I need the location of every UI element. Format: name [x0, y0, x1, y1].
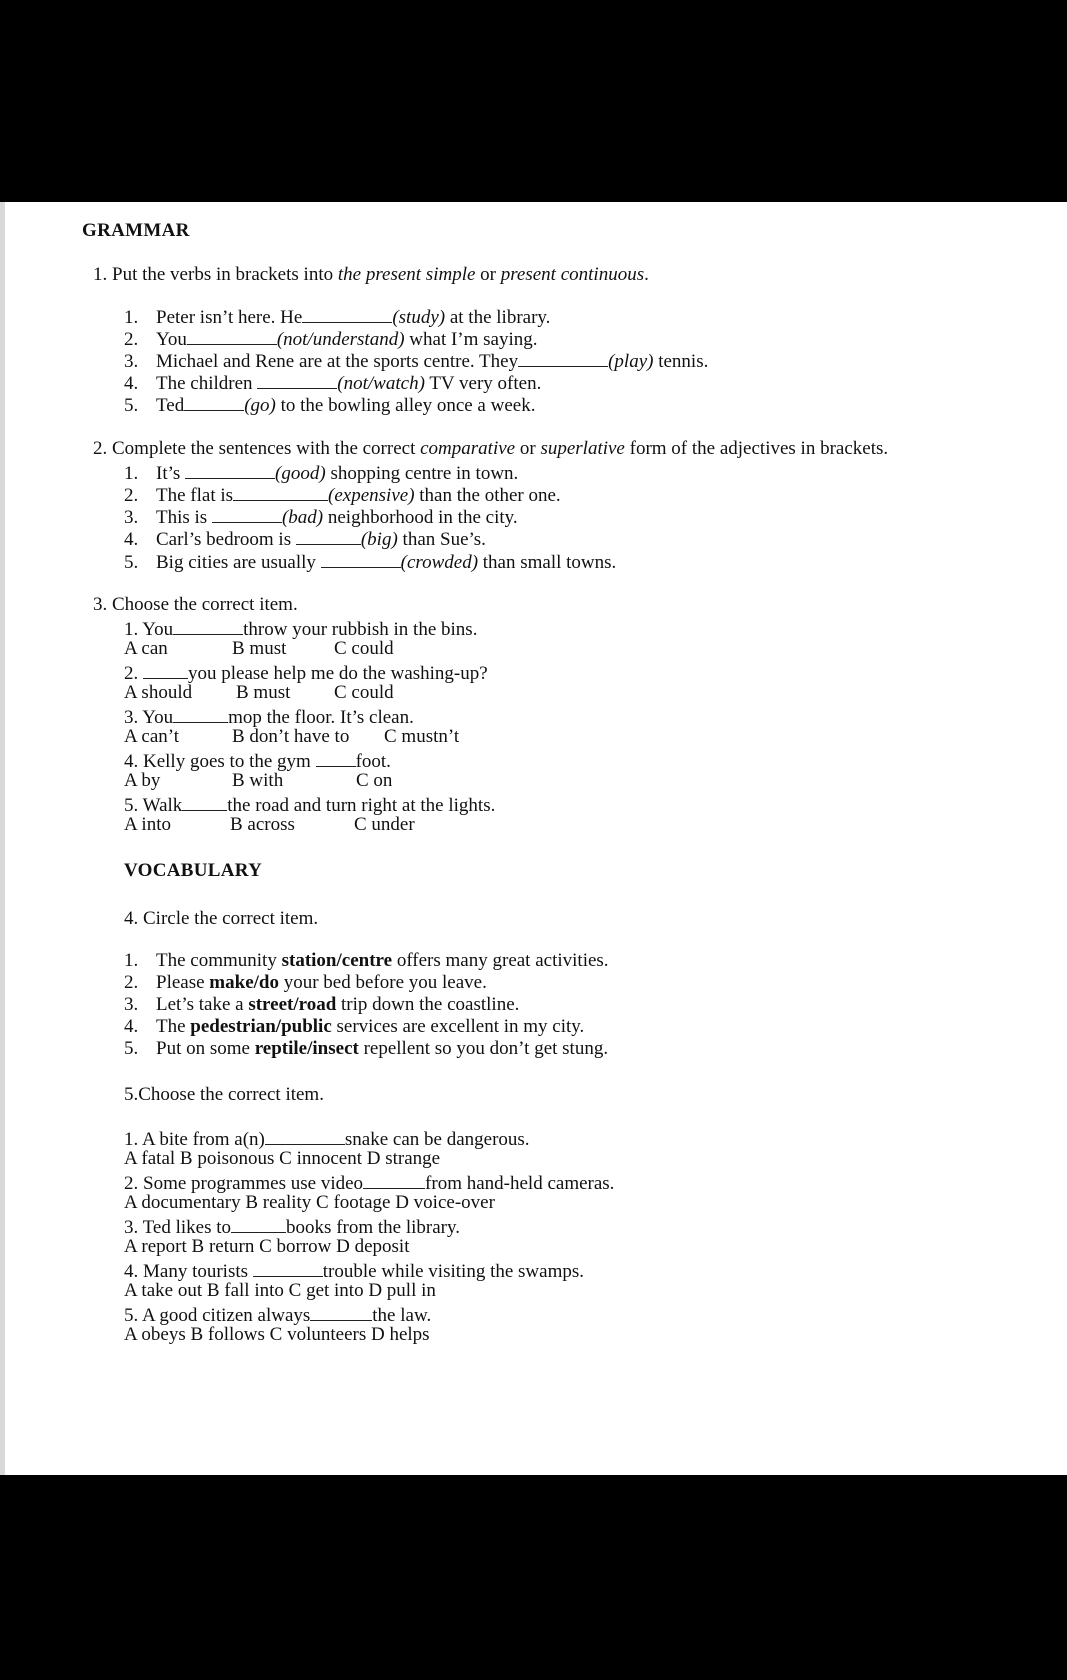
- answer-blank[interactable]: [321, 549, 401, 568]
- question-text: 1. A bite from a(n): [124, 1129, 265, 1150]
- word-choice[interactable]: pedestrian/public: [190, 1016, 332, 1037]
- answer-blank[interactable]: [296, 526, 361, 545]
- ex5-options[interactable]: A fatal B poisonous C innocent D strange: [124, 1148, 441, 1169]
- question-text-end: foot.: [355, 751, 391, 772]
- ex3-question: [124, 792, 495, 817]
- word-choice[interactable]: make/do: [209, 972, 279, 993]
- option-a[interactable]: A can: [124, 638, 168, 659]
- item-number: 5.: [124, 1038, 139, 1059]
- verb-hint: (play): [608, 351, 654, 372]
- item-text-end: trip down the coastline.: [336, 994, 520, 1015]
- item-text: The children: [156, 373, 258, 394]
- answer-blank[interactable]: [173, 704, 228, 723]
- item-number: 2.: [124, 485, 139, 506]
- option-c[interactable]: C under: [354, 814, 415, 835]
- ex2-instr-italic-1: comparative: [420, 438, 516, 459]
- answer-blank[interactable]: [316, 748, 356, 767]
- question-text: 4. Kelly goes to the gym: [124, 751, 316, 772]
- option-b[interactable]: B with: [232, 770, 284, 791]
- item-text: It’s: [156, 463, 186, 484]
- answer-blank[interactable]: [233, 482, 328, 501]
- item-text-end: TV very often.: [424, 373, 542, 394]
- option-a[interactable]: A should: [124, 682, 193, 703]
- answer-blank[interactable]: [173, 616, 243, 635]
- answer-blank[interactable]: [257, 370, 337, 389]
- word-choice[interactable]: street/road: [248, 994, 337, 1015]
- question-text-end: the road and turn right at the lights.: [227, 795, 496, 816]
- item-text-end: tennis.: [653, 351, 709, 372]
- option-c[interactable]: C could: [334, 638, 394, 659]
- item-text-end: what I’m saying.: [404, 329, 538, 350]
- question-text-end: throw your rubbish in the bins.: [243, 619, 478, 640]
- item-text: This is: [156, 507, 212, 528]
- item-text-end: services are excellent in my city.: [331, 1016, 585, 1037]
- item-text-end: than the other one.: [414, 485, 561, 506]
- item-text: The flat is: [156, 485, 234, 506]
- option-c[interactable]: C could: [334, 682, 394, 703]
- word-choice[interactable]: station/centre: [281, 950, 393, 971]
- question-text-end: trouble while visiting the swamps.: [322, 1261, 585, 1282]
- option-b[interactable]: B must: [232, 638, 287, 659]
- ex4-item: [124, 1016, 584, 1038]
- item-text-end: shopping centre in town.: [325, 463, 519, 484]
- item-text: Ted: [156, 395, 185, 416]
- item-text: Carl’s bedroom is: [156, 529, 296, 550]
- answer-blank[interactable]: [185, 460, 275, 479]
- question-text-end: the law.: [372, 1305, 432, 1326]
- option-c[interactable]: C mustn’t: [384, 726, 460, 747]
- item-text-end: than Sue’s.: [397, 529, 486, 550]
- item-number: 3.: [124, 351, 139, 372]
- ex2-instr-italic-2: superlative: [540, 438, 625, 459]
- ex5-instruction: 5.Choose the correct item.: [124, 1084, 324, 1105]
- question-text-end: books from the library.: [286, 1217, 460, 1238]
- item-text-end: offers many great activities.: [392, 950, 609, 971]
- item-number: 5.: [124, 395, 139, 416]
- item-number: 2.: [124, 329, 139, 350]
- ex2-item: [124, 549, 616, 574]
- answer-blank[interactable]: [363, 1170, 425, 1189]
- item-text: You: [156, 329, 187, 350]
- adjective-hint: (bad): [281, 507, 324, 528]
- question-text: 5. Walk: [124, 795, 183, 816]
- ex2-instr-text-2: or: [515, 438, 541, 459]
- item-text-end: to the bowling alley once a week.: [275, 395, 536, 416]
- item-text: Big cities are usually: [156, 552, 321, 573]
- option-b[interactable]: B must: [236, 682, 291, 703]
- answer-blank[interactable]: [310, 1302, 372, 1321]
- ex1-instr-italic-2: present continuous: [500, 264, 645, 285]
- item-text: The community: [156, 950, 282, 971]
- answer-blank[interactable]: [302, 304, 392, 323]
- adjective-hint: (big): [360, 529, 398, 550]
- answer-blank[interactable]: [265, 1126, 345, 1145]
- adjective-hint: (crowded): [400, 552, 479, 573]
- item-number: 1.: [124, 950, 139, 971]
- item-number: 3.: [124, 507, 139, 528]
- option-b[interactable]: B don’t have to: [232, 726, 350, 747]
- ex1-instr-italic-1: the present simple: [337, 264, 476, 285]
- item-number: 1.: [124, 307, 139, 328]
- ex5-options[interactable]: A take out B fall into C get into D pull in: [124, 1280, 436, 1301]
- item-number: 1.: [124, 463, 139, 484]
- question-text: 2.: [124, 663, 143, 684]
- ex2-instr-end: form of the adjectives in brackets.: [624, 438, 889, 459]
- item-text: Michael and Rene are at the sports centre. They: [156, 351, 519, 372]
- item-number: 3.: [124, 994, 139, 1015]
- question-text-end: from hand-held cameras.: [425, 1173, 615, 1194]
- item-text: Peter isn’t here. He: [156, 307, 303, 328]
- verb-hint: (study): [392, 307, 446, 328]
- verb-hint: (go): [244, 395, 276, 416]
- item-text: The: [156, 1016, 191, 1037]
- ex4-item: [124, 972, 487, 994]
- option-a[interactable]: A into: [124, 814, 171, 835]
- option-a[interactable]: A by: [124, 770, 161, 791]
- ex4-item: [124, 950, 609, 972]
- option-c[interactable]: C on: [356, 770, 393, 791]
- ex2-instruction: [93, 438, 888, 460]
- grammar-heading: GRAMMAR: [82, 220, 190, 241]
- question-text-end: snake can be dangerous.: [344, 1129, 530, 1150]
- item-number: 5.: [124, 552, 139, 573]
- item-text-end: than small towns.: [478, 552, 617, 573]
- ex5-options[interactable]: A documentary B reality C footage D voice-over: [124, 1192, 495, 1213]
- item-text: Put on some: [156, 1038, 255, 1059]
- ex1-instr-text: 1. Put the verbs in brackets into: [93, 264, 338, 285]
- ex2-instr-text: 2. Complete the sentences with the correct: [93, 438, 421, 459]
- ex3-question: [124, 616, 477, 641]
- question-text: 2. Some programmes use video: [124, 1173, 364, 1194]
- answer-blank[interactable]: [143, 660, 188, 679]
- item-text: Please: [156, 972, 210, 993]
- ex3-instruction: 3. Choose the correct item.: [93, 594, 298, 615]
- item-text-end: at the library.: [445, 307, 551, 328]
- question-text: 1. You: [124, 619, 174, 640]
- item-text-end: your bed before you leave.: [278, 972, 487, 993]
- item-number: 4.: [124, 1016, 139, 1037]
- adjective-hint: (expensive): [328, 485, 415, 506]
- vocabulary-heading: VOCABULARY: [124, 860, 263, 881]
- item-text: Let’s take a: [156, 994, 249, 1015]
- ex1-instruction: [93, 264, 649, 286]
- item-text-end: neighborhood in the city.: [323, 507, 518, 528]
- item-number: 2.: [124, 972, 139, 993]
- answer-blank[interactable]: [518, 348, 608, 367]
- question-text: 5. A good citizen always: [124, 1305, 311, 1326]
- ex1-instr-text-2: or: [475, 264, 501, 285]
- answer-blank[interactable]: [182, 792, 227, 811]
- answer-blank[interactable]: [212, 504, 282, 523]
- item-number: 4.: [124, 373, 139, 394]
- ex4-item: [124, 994, 519, 1016]
- answer-blank[interactable]: [253, 1258, 323, 1277]
- question-text: 3. You: [124, 707, 174, 728]
- verb-hint: (not/understand): [276, 329, 405, 350]
- answer-blank[interactable]: [231, 1214, 286, 1233]
- item-text-end: repellent so you don’t get stung.: [358, 1038, 609, 1059]
- option-a[interactable]: A can’t: [124, 726, 180, 747]
- answer-blank[interactable]: [184, 392, 244, 411]
- ex1-instr-end: .: [644, 264, 649, 285]
- worksheet-page: [0, 202, 1067, 1475]
- question-text: 3. Ted likes to: [124, 1217, 232, 1238]
- ex5-options[interactable]: A report B return C borrow D deposit: [124, 1236, 410, 1257]
- question-text-end: you please help me do the washing-up?: [188, 663, 488, 684]
- ex5-options[interactable]: A obeys B follows C volunteers D helps: [124, 1324, 430, 1345]
- answer-blank[interactable]: [187, 326, 277, 345]
- ex1-item: [124, 392, 535, 417]
- ex2-item: [124, 526, 486, 551]
- question-text-end: mop the floor. It’s clean.: [228, 707, 414, 728]
- item-number: 4.: [124, 529, 139, 550]
- option-b[interactable]: B across: [230, 814, 295, 835]
- ex4-instruction: 4. Circle the correct item.: [124, 908, 319, 929]
- ex4-item: [124, 1038, 608, 1060]
- word-choice[interactable]: reptile/insect: [254, 1038, 359, 1059]
- adjective-hint: (good): [275, 463, 326, 484]
- verb-hint: (not/watch): [337, 373, 425, 394]
- question-text: 4. Many tourists: [124, 1261, 253, 1282]
